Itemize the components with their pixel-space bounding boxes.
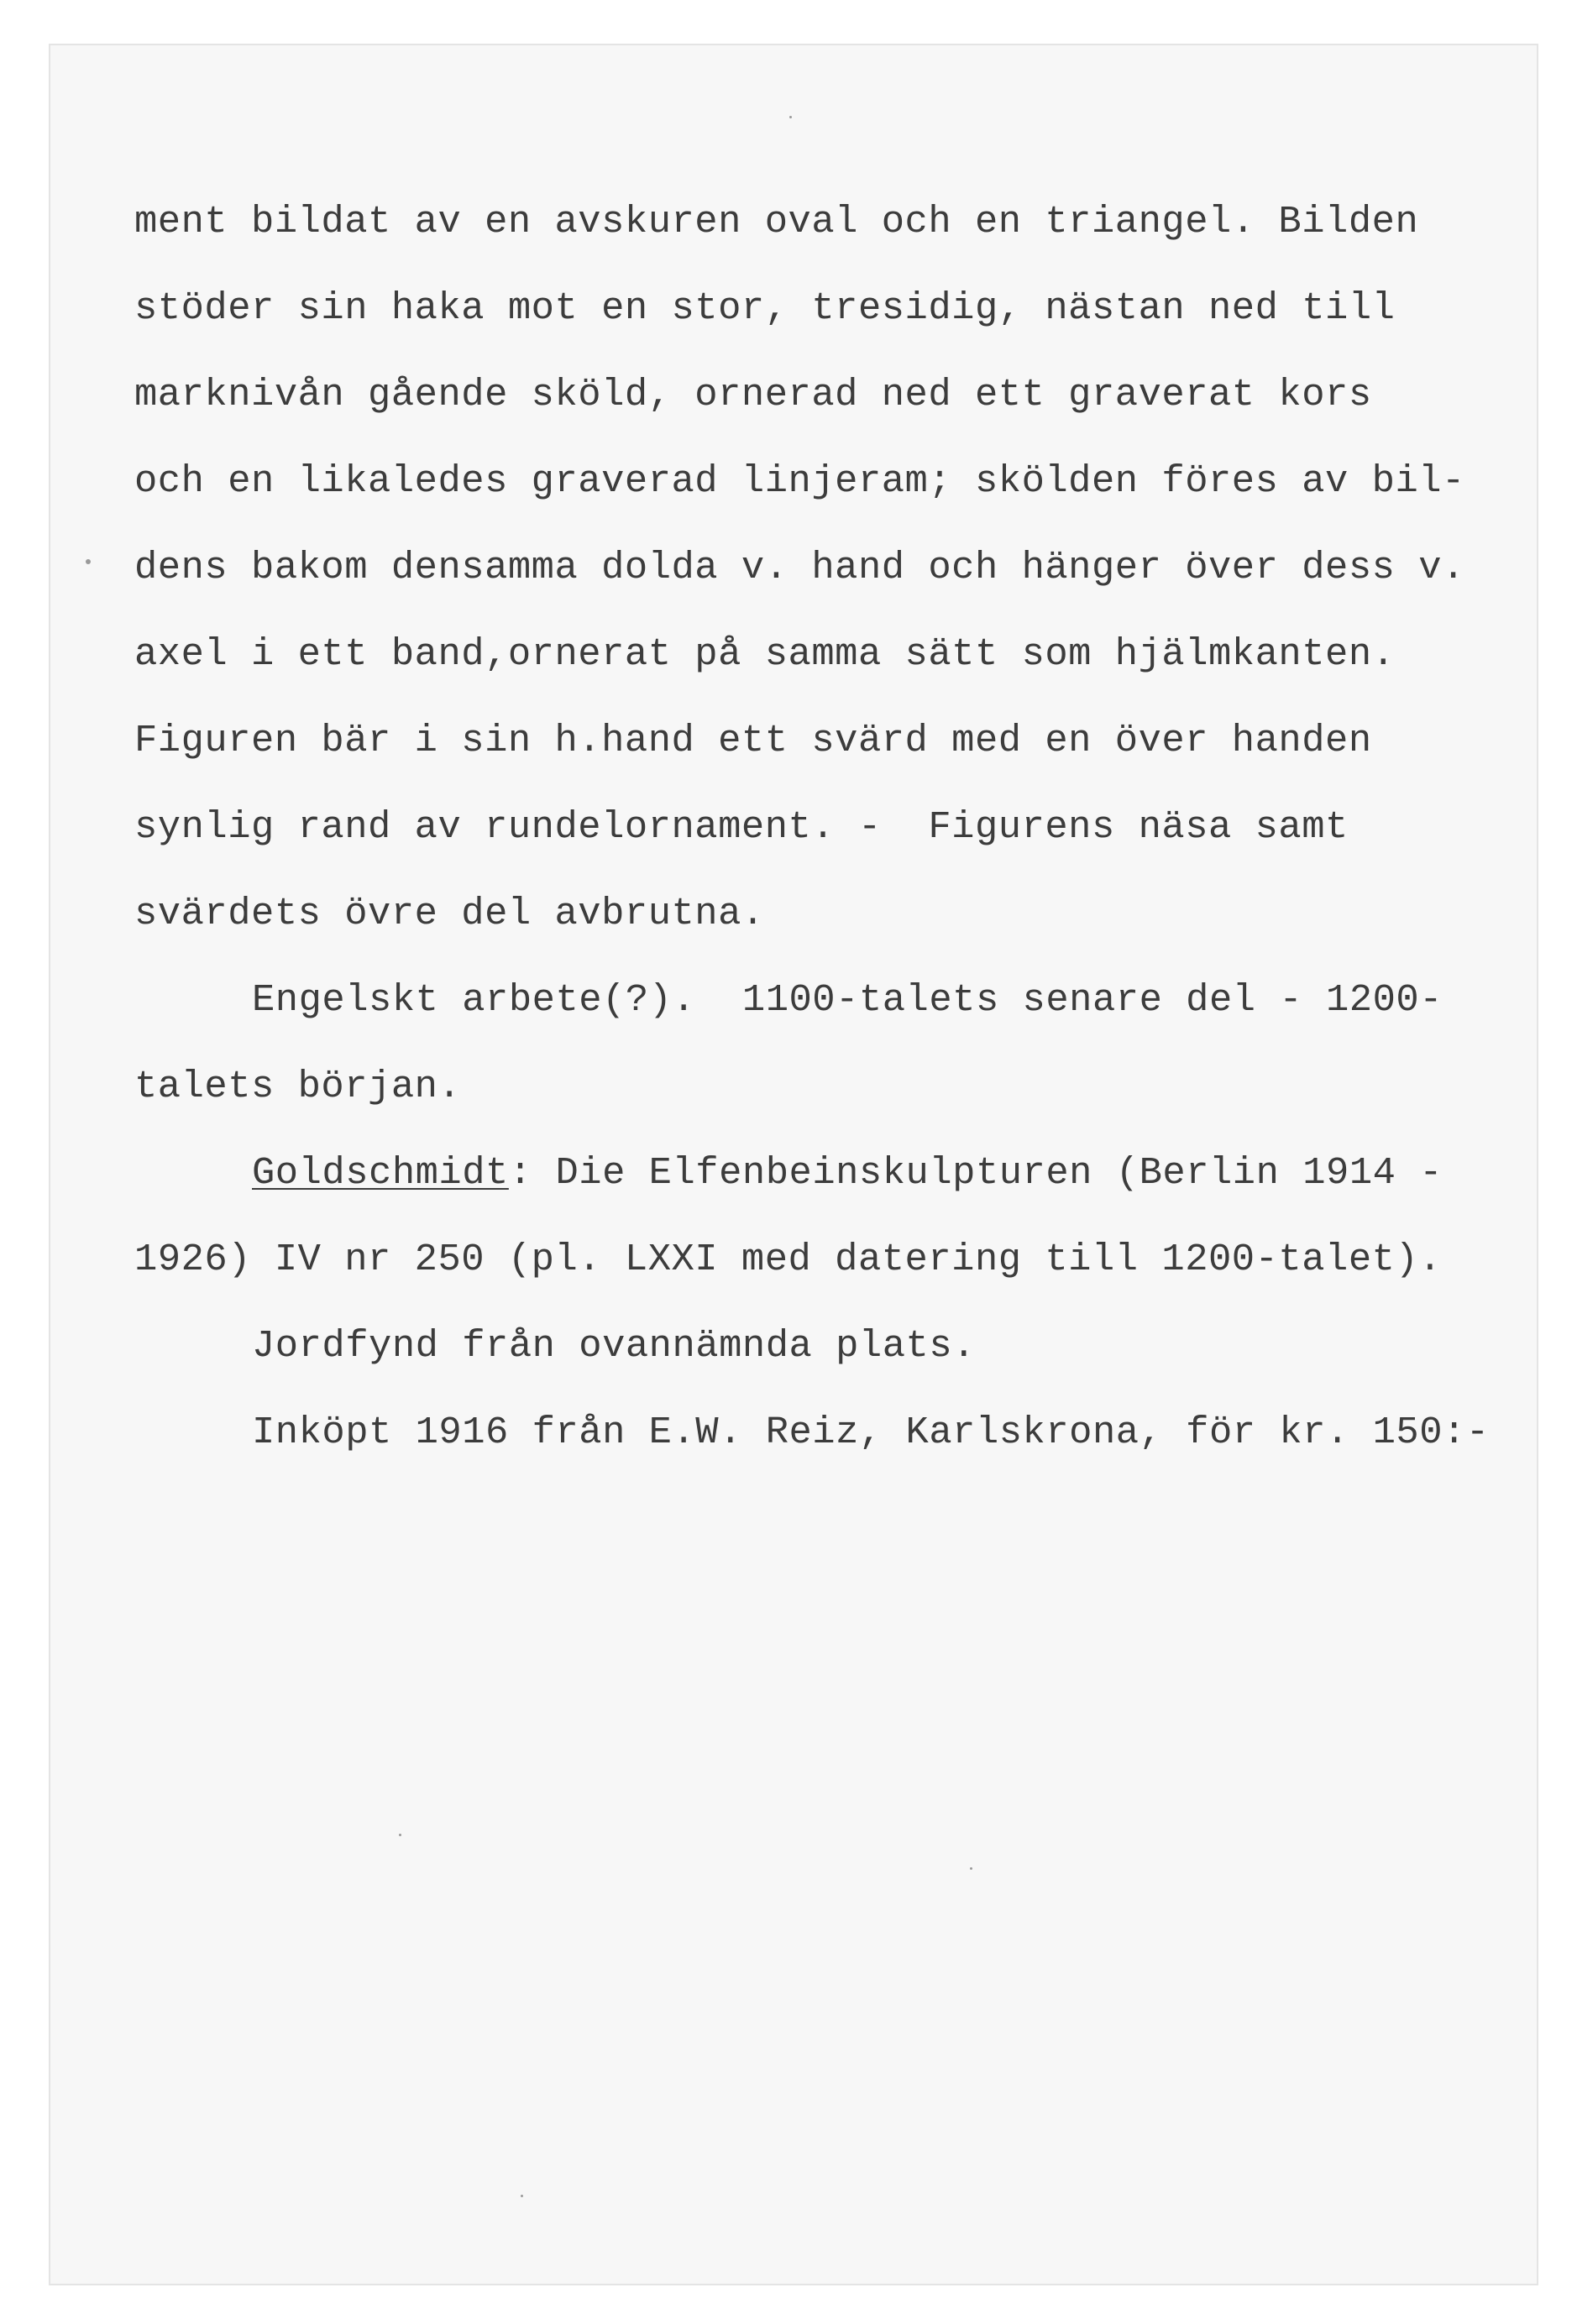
text-line: och en likaledes graverad linjeram; skölden föres av bil- bbox=[134, 459, 1465, 503]
text-line: axel i ett band,ornerat på samma sätt som hjälmkanten. bbox=[134, 632, 1396, 676]
paper-speck bbox=[399, 1834, 401, 1836]
reference-line bbox=[252, 1148, 1443, 1198]
reference-author: Goldschmidt bbox=[252, 1151, 509, 1195]
acquisition-note: Inköpt 1916 från E.W. Reiz, Karlskrona, för kr. 150:- bbox=[252, 1411, 1490, 1454]
dating-line: talets början. bbox=[134, 1065, 462, 1108]
reference-title: : Die Elfenbeinskulpturen (Berlin 1914 - bbox=[508, 1151, 1443, 1195]
text-line: stöder sin haka mot en stor, tresidig, nästan ned till bbox=[134, 286, 1396, 330]
text-line: dens bakom densamma dolda v. hand och hänger över dess v. bbox=[134, 546, 1465, 589]
paper-speck bbox=[789, 116, 792, 118]
paper-speck bbox=[86, 559, 91, 564]
dating-line: Engelskt arbete(?). 1100-talets senare del - 1200- bbox=[252, 978, 1443, 1022]
text-line: synlig rand av rundelornament. - Figurens näsa samt bbox=[134, 805, 1349, 849]
text-line: svärdets övre del avbrutna. bbox=[134, 892, 765, 935]
text-line: Figuren bär i sin h.hand ett svärd med en över handen bbox=[134, 719, 1372, 762]
reference-line: 1926) IV nr 250 (pl. LXXI med datering till 1200-talet). bbox=[134, 1238, 1443, 1281]
paper-speck bbox=[521, 2195, 523, 2197]
paper-speck bbox=[970, 1867, 972, 1870]
text-line: marknivån gående sköld, ornerad ned ett graverat kors bbox=[134, 373, 1372, 416]
document-card bbox=[49, 44, 1538, 2285]
text-line: ment bildat av en avskuren oval och en triangel. Bilden bbox=[134, 200, 1419, 243]
find-note: Jordfynd från ovannämnda plats. bbox=[252, 1324, 976, 1368]
